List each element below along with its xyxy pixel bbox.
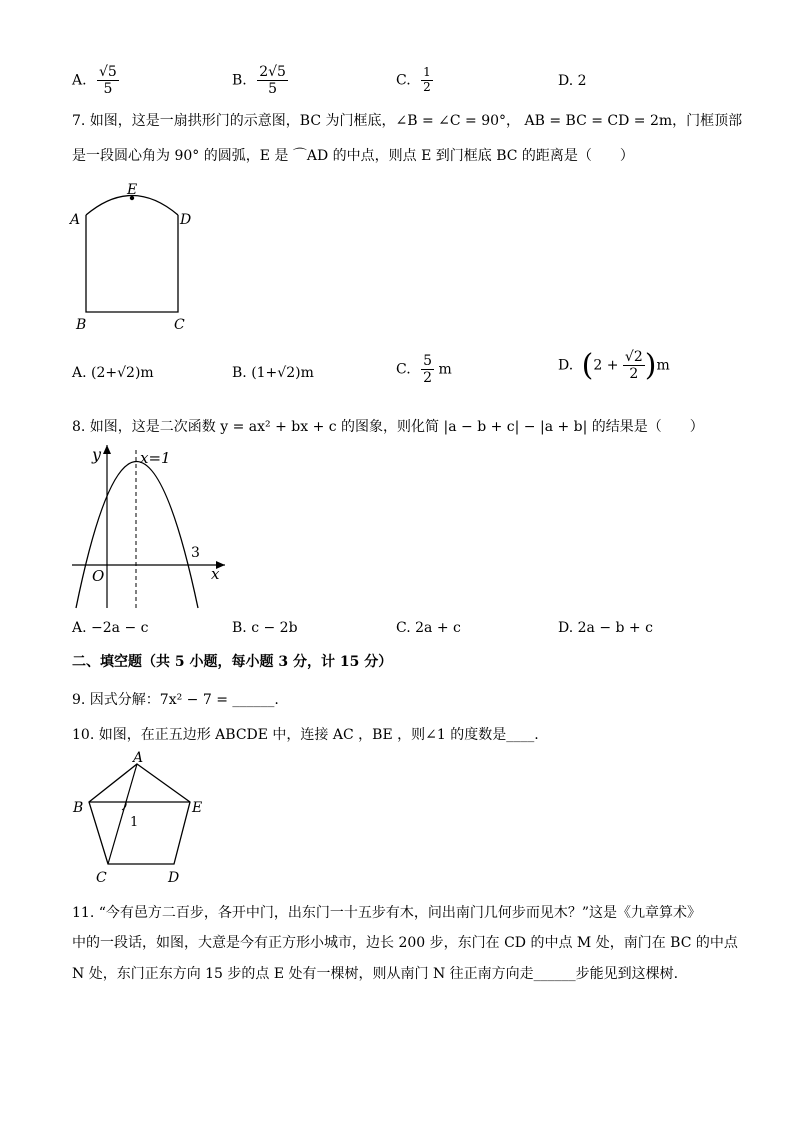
q6-option-a: A. $\frac{√5}{5}$ xyxy=(72,64,117,98)
q7-door-figure xyxy=(70,182,210,332)
q7-option-b: B. (1+√2)m xyxy=(232,365,314,381)
q7-label-c: C xyxy=(174,317,185,333)
q7-label-b: B xyxy=(76,317,87,333)
q8-label-three: 3 xyxy=(191,545,200,561)
q8-option-a: A. −2a − c xyxy=(72,620,149,636)
q10-label-e: E xyxy=(192,800,203,816)
q11-stem-line2: 中的一段话，如图，大意是今有正方形小城市，边长 200 步，东门在 CD 的中点 M 处，南门在 BC 的中点 xyxy=(72,935,738,951)
q8-option-d: D. 2a − b + c xyxy=(558,620,653,636)
q10-label-c: C xyxy=(96,870,107,886)
q10-label-a: A xyxy=(133,750,144,766)
q7-option-c: C. $\frac{5}{2}$ m xyxy=(396,353,452,387)
q8-option-b: B. c − 2b xyxy=(232,620,298,636)
q10-stem: 10. 如图，在正五边形 ABCDE 中，连接 AC ，BE ，则∠1 的度数是____. xyxy=(72,727,539,743)
q7-stem-line1: 7. 如图，这是一扇拱形门的示意图，BC 为门框底，∠B = ∠C = 90°， AB = BC = CD = 2m，门框顶部 xyxy=(72,113,743,129)
q7-option-a: A. (2+√2)m xyxy=(72,365,154,381)
q7-label-a: A xyxy=(70,212,81,228)
q8-label-axis: x=1 xyxy=(140,449,171,467)
q8-option-c: C. 2a + c xyxy=(396,620,461,636)
q7-option-d: D. (2 + $\frac{√2}{2}$ )m xyxy=(558,348,670,383)
q8-label-x: x xyxy=(211,565,220,583)
q7-label-d: D xyxy=(180,212,192,228)
section-title: 二、填空题（共 5 小题，每小题 3 分，计 15 分） xyxy=(72,654,393,670)
q11-stem-line3: N 处，东门正东方向 15 步的点 E 处有一棵树，则从南门 N 往正南方向走______步能见到这棵树. xyxy=(72,966,679,982)
q10-pentagon-figure xyxy=(70,752,220,887)
q10-label-d: D xyxy=(168,870,180,886)
q7-stem-line2: 是一段圆心角为 90° 的圆弧，E 是 ⌒AD 的中点，则点 E 到门框底 BC 的距离是（ ） xyxy=(72,148,634,164)
q6-option-b: B. $\frac{2√5}{5}$ xyxy=(232,64,286,98)
q6-option-d: D. 2 xyxy=(558,73,587,89)
q9-stem: 9. 因式分解：7x² − 7 = ______. xyxy=(72,692,279,708)
q6-option-c: C. $\frac{1}{2}$ xyxy=(396,65,431,94)
q7-label-e: E xyxy=(127,182,138,198)
q8-label-y: y xyxy=(92,445,102,464)
q10-label-angle1: 1 xyxy=(130,815,139,830)
q11-stem-line1: 11. “今有邑方二百步，各开中门，出东门一十五步有木，问出南门几何步而见木？”这是《九章算术》 xyxy=(72,905,702,921)
q8-parabola-figure xyxy=(70,440,240,615)
q10-label-b: B xyxy=(73,800,84,816)
q8-label-origin: O xyxy=(92,567,105,585)
q8-stem: 8. 如图，这是二次函数 y = ax² + bx + c 的图象，则化简 |a − b + c| − |a + b| 的结果是（ ） xyxy=(72,419,704,435)
